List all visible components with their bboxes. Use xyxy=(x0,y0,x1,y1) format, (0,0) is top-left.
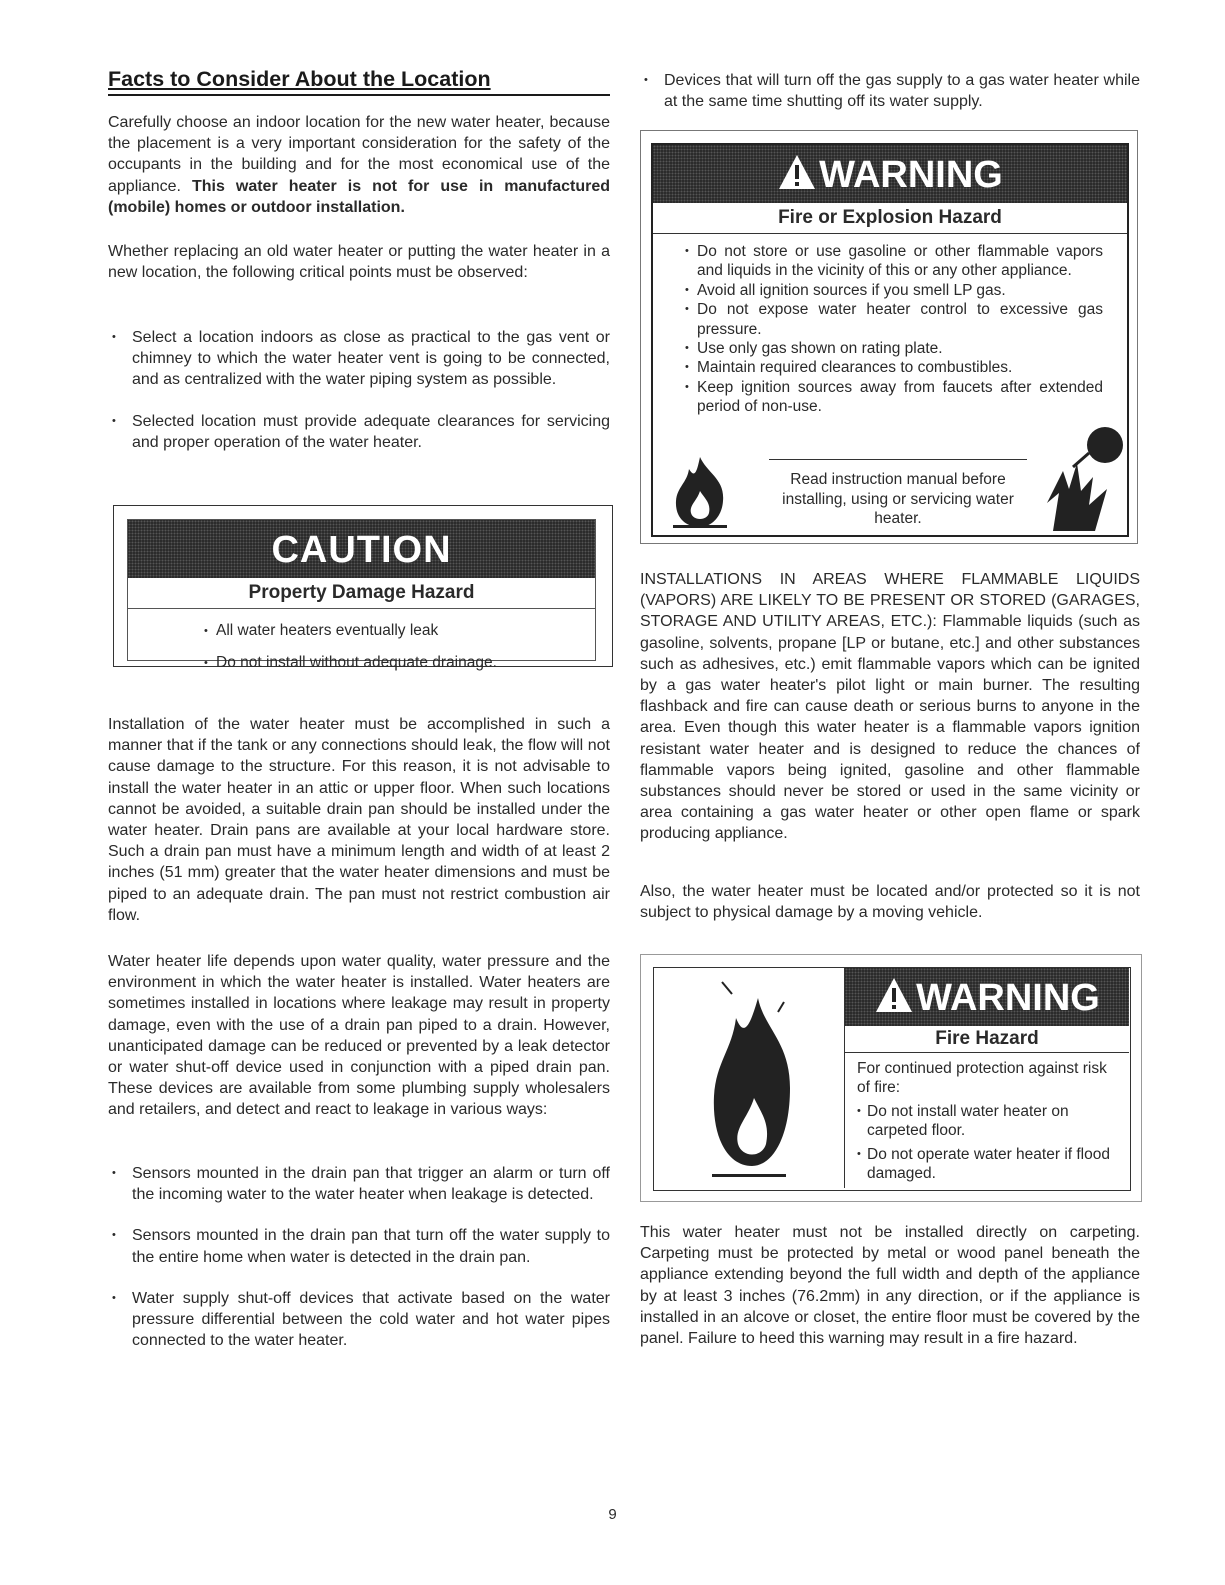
read-manual-notice: Read instruction manual before installing, using or servicing water heater. xyxy=(769,459,1027,529)
vehicle-protection-paragraph: Also, the water heater must be located and/or protected so it is not subject to physical damage by a moving vehicle. xyxy=(640,883,1140,922)
list-item: • All water heaters eventually leak xyxy=(216,621,595,641)
warning-signal-word: WARNING xyxy=(653,145,1127,203)
list-item: • Use only gas shown on rating plate. xyxy=(697,339,1103,358)
warning-hazard-title: Fire Hazard xyxy=(845,1026,1129,1053)
caution-label xyxy=(113,505,613,671)
explosion-icon xyxy=(1033,423,1125,533)
caution-hazard-title: Property Damage Hazard xyxy=(128,578,595,609)
warning-inner xyxy=(651,143,1129,537)
list-item: • Keep ignition sources away from faucets after extended period of non-use. xyxy=(697,378,1103,417)
list-item: • Select a location indoors as close as practical to the gas vent or chimney to which the water heater vent is going to be connected, and as centralized with the water piping system as possible. xyxy=(108,327,610,391)
flammable-areas-paragraph: INSTALLATIONS IN AREAS WHERE FLAMMABLE LIQUIDS (VAPORS) ARE LIKELY TO BE PRESENT OR STORED (GARAGES, STORAGE AND UTILITY AREAS, ETC.): Flammable liquids (such as gasoline, solvents, propane [LP or butane, etc.] and other substances such as adhesives, etc.) emit flammable vapors which can be ignited by a gas water heater's pilot light or main burner. The resulting flashback and fire can cause death or serious burns to anyone in the area. Even though this water heater is a flammable vapors ignition resistant water heater and is designed to reduce the chances of flammable vapors being ignited, gasoline and other flammable substances should never be stored or used in the same vicinity or area containing a gas water heater or other open flame or spark producing appliance. xyxy=(640,571,1140,843)
list-item: • Do not expose water heater control to excessive gas pressure. xyxy=(697,300,1103,339)
list-item: • Maintain required clearances to combustibles. xyxy=(697,358,1103,377)
alert-triangle-icon xyxy=(874,976,914,1014)
water-life-paragraph: Water heater life depends upon water quality, water pressure and the environment in which the water heater is installed. Water heaters are sometimes installed in locations where leakage may result in property damage, even with the use of a drain pan piped to a drain. However, unanticipated damage can be reduced or prevented by a leak detector or water shut-off device used in conjunction with a piped drain pan. These devices are available from some plumbing supply wholesalers and retailers, and detect and react to leakage in various ways: xyxy=(108,953,610,1119)
intro-paragraph: Carefully choose an indoor location for the new water heater, because the placement is a very important consideration for the safety of the occupants in the building and for the most economical use of the appliance. This water heater is not for use in manufactured (mobile) homes or outdoor installation. xyxy=(108,114,610,216)
fire-icon xyxy=(667,453,733,531)
caution-inner xyxy=(127,519,596,671)
list-item: • Do not operate water heater if flood damaged. xyxy=(867,1145,1117,1184)
page-number: 9 xyxy=(608,1506,617,1523)
list-item: • Devices that will turn off the gas supply to a gas water heater while at the same time shutting off its water supply. xyxy=(640,70,1140,112)
warning-items xyxy=(697,242,1103,417)
warning-signal-word: WARNING xyxy=(845,968,1129,1026)
carpeting-paragraph: This water heater must not be installed directly on carpeting. Carpeting must be protected by metal or wood panel beneath the appliance extending beyond the full width and depth of the appliance by at least 3 inches (76.2mm) in any direction, or if the appliance is installed in an alcove or closet, the entire floor must be covered by the panel. Failure to heed this warning may result in a fire hazard. xyxy=(640,1224,1140,1348)
list-item: • Sensors mounted in the drain pan that turn off the water supply to the entire home when water is detected in the drain pan. xyxy=(108,1225,610,1267)
section-title: Facts to Consider About the Location xyxy=(108,66,610,96)
mobile-home-notice: This water heater is not for use in manufactured (mobile) homes or outdoor installation. xyxy=(108,177,610,216)
alert-triangle-icon xyxy=(777,153,817,191)
device-bullets xyxy=(640,70,1140,112)
drain-pan-paragraph: Installation of the water heater must be accomplished in such a manner that if the tank or any connections should leak, the flow will not cause damage to the structure. For this reason, it is not advisable to install the water heater in an attic or upper floor. When such locations cannot be avoided, a suitable drain pan should be installed under the water heater. Drain pans are available at your local hardware store. Such a drain pan must have a minimum length and width of at least 2 inches (51 mm) greater that the water heater dimensions and must be piped to an adequate drain. The pan must not restrict combustion air flow. xyxy=(108,716,610,924)
list-item: • Do not install without adequate drainage. xyxy=(216,653,595,673)
warning-inner xyxy=(653,967,1131,1191)
caution-signal-word: CAUTION xyxy=(128,520,595,578)
warning-intro: For continued protection against risk of fire: xyxy=(857,1060,1107,1097)
caution-items xyxy=(216,621,595,673)
list-item: • Do not store or use gasoline or other flammable vapors and liquids in the vicinity of this or any other appliance. xyxy=(697,242,1103,281)
replacement-paragraph: Whether replacing an old water heater or putting the water heater in a new location, the following critical points must be observed: xyxy=(108,243,610,282)
location-bullets xyxy=(108,327,610,453)
list-item: • Do not install water heater on carpeted floor. xyxy=(867,1102,1117,1141)
list-item: • Water supply shut-off devices that activate based on the water pressure differential between the cold water and hot water pipes connected to the water heater. xyxy=(108,1288,610,1352)
list-item: • Avoid all ignition sources if you smell LP gas. xyxy=(697,281,1103,300)
warning-panel xyxy=(844,968,1129,1188)
flame-icon xyxy=(698,978,808,1178)
warning-hazard-title: Fire or Explosion Hazard xyxy=(653,203,1127,234)
sensor-bullets xyxy=(108,1163,610,1351)
list-item: • Selected location must provide adequate clearances for servicing and proper operation of the water heater. xyxy=(108,411,610,453)
fire-explosion-warning-label xyxy=(640,130,1138,544)
list-item: • Sensors mounted in the drain pan that trigger an alarm or turn off the incoming water to the water heater when leakage is detected. xyxy=(108,1163,610,1205)
fire-hazard-warning-label xyxy=(640,954,1142,1202)
warning-items xyxy=(867,1102,1117,1184)
